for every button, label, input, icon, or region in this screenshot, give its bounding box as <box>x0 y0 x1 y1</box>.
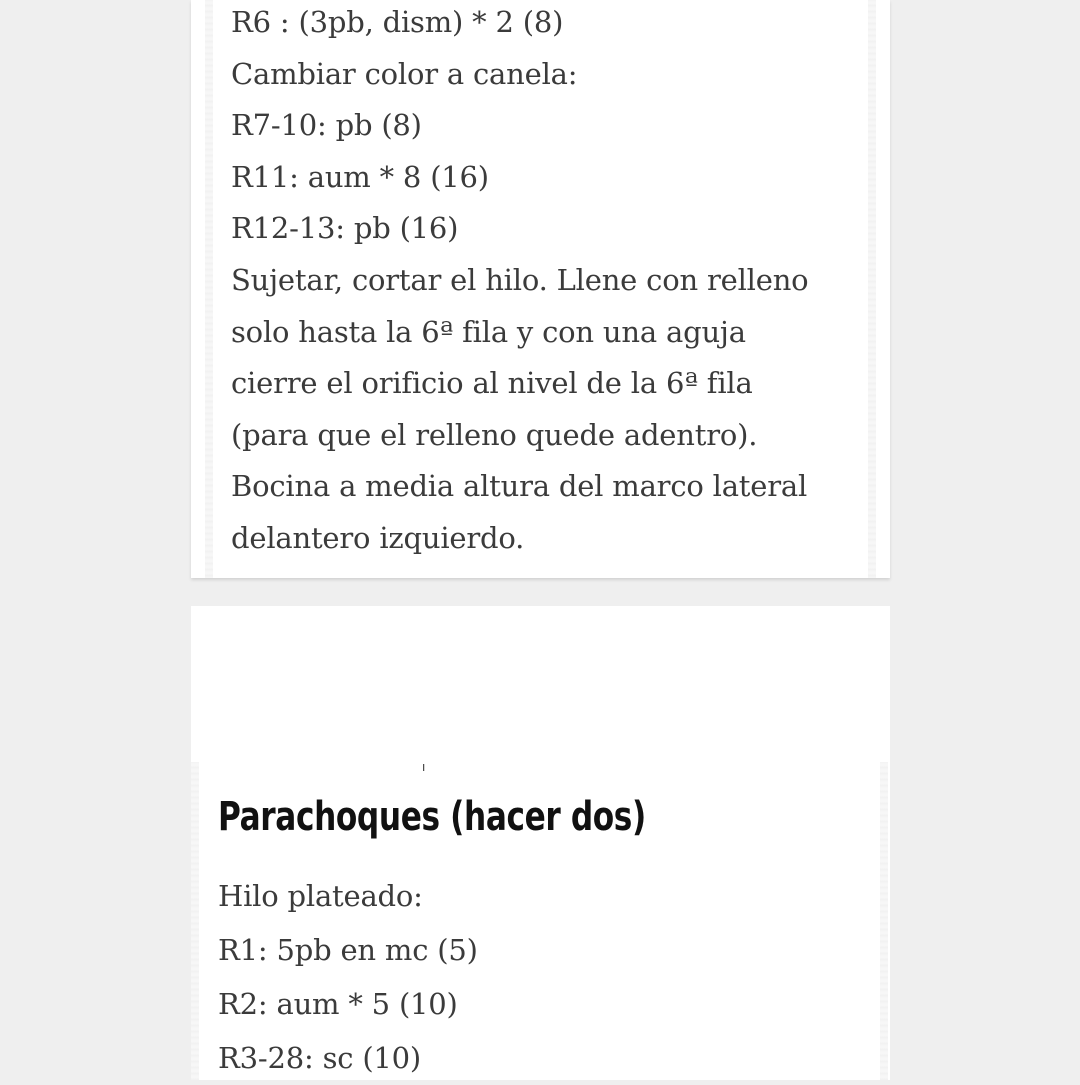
instruction-lines <box>231 0 808 565</box>
instruction-line: (para que el relleno quede adentro). <box>231 417 758 452</box>
instruction-line: R11: aum * 8 (16) <box>231 159 489 194</box>
instruction-line: Cambiar color a canela: <box>231 56 578 91</box>
card-edge-right <box>868 0 876 578</box>
instruction-line: R7-10: pb (8) <box>231 108 422 143</box>
instruction-line: R3-28: sc (10) <box>218 1041 422 1075</box>
instructions-card-bottom <box>191 606 890 1080</box>
instruction-line: Sujetar, cortar el hilo. Llene con relleno <box>231 262 809 297</box>
instructions-card-top <box>191 0 890 578</box>
instruction-line: R6 : (3pb, dism) * 2 (8) <box>231 5 564 39</box>
stray-mark: ı <box>422 760 426 774</box>
instruction-line: R2: aum * 5 (10) <box>218 987 458 1021</box>
card-edge-right <box>880 762 888 1080</box>
instruction-line: R1: 5pb en mc (5) <box>218 933 478 967</box>
instruction-line: cierre el orificio al nivel de la 6ª fila <box>231 366 753 401</box>
instruction-line: delantero izquierdo. <box>231 520 525 555</box>
card-edge-left <box>205 0 213 578</box>
instruction-line: R12-13: pb (16) <box>231 211 459 246</box>
instruction-line: Bocina a media altura del marco lateral <box>231 469 808 504</box>
section-heading: Parachoques (hacer dos) <box>218 794 646 840</box>
instruction-line: solo hasta la 6ª fila y con una aguja <box>231 314 746 349</box>
instruction-line: Hilo plateado: <box>218 879 423 913</box>
instruction-lines <box>218 869 478 1085</box>
card-edge-left <box>191 762 199 1080</box>
